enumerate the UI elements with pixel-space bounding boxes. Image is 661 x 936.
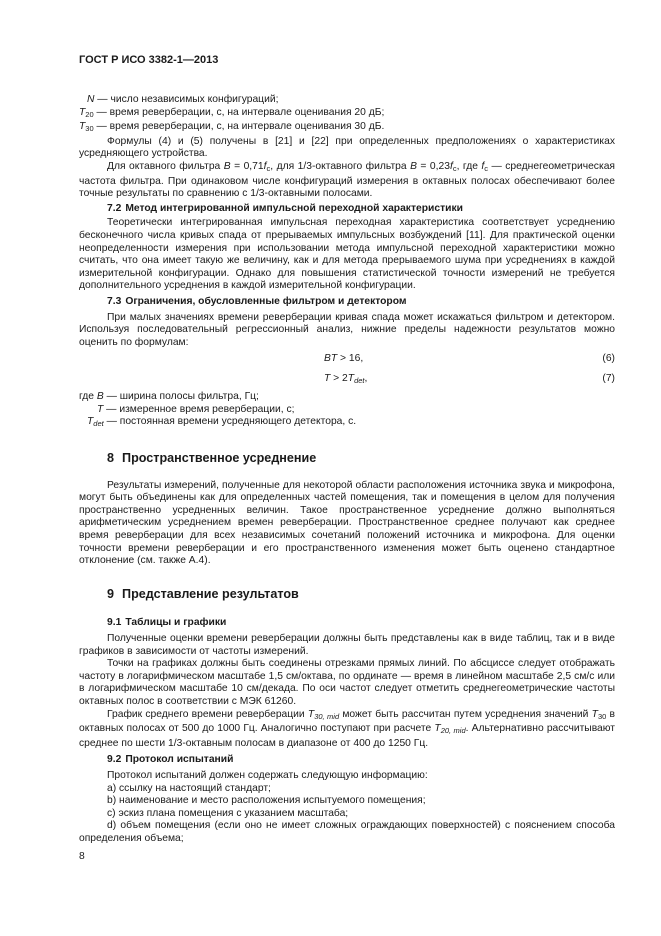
definition-text: — число независимых конфигураций; xyxy=(94,94,279,105)
definition-subscript: 20 xyxy=(85,109,94,119)
definition-term: N xyxy=(87,94,95,105)
section-heading-9-1: 9.1 Таблицы и графики xyxy=(107,617,227,629)
page-header: ГОСТ Р ИСО 3382-1—2013 xyxy=(79,54,219,66)
definition-item: T — измеренное время реверберации, с; xyxy=(97,403,295,415)
definitions-list xyxy=(79,94,615,136)
definition-item xyxy=(79,107,615,122)
formula-number: (6) xyxy=(602,353,615,365)
section-heading-7-3: 7.3 Ограничения, обусловленные фильтром и детектором xyxy=(107,295,407,307)
definition-text: — время реверберации, с, на интервале оценивания 20 дБ; xyxy=(93,106,385,118)
definition-term: T xyxy=(79,106,86,118)
section-heading-8: 8 Пространственное усреднение xyxy=(107,451,317,466)
section-7-2-text: Теоретически интегрированная импульсная переходная характеристика соответствует усреднению бесконечного числа кривых спада от прерываемых импульсных возбуждений [11]. Для практической оценки неопределенности измерения при использовании метода импульсной переходной характеристики можно считать, что она имеет такую же величину, как и для метода прерываемого шума при усреднениях в каждой измерительной конфигурации. Однако для повышения статистической точности измерений не требуется дополнительного усреднения в каждой измерительной конфигурации. xyxy=(79,217,615,292)
paragraph-formulas-note: Формулы (4) и (5) получены в [21] и [22] при определенных предположениях о характеристиках усредняющего устройства. xyxy=(79,135,615,160)
definition-item xyxy=(79,94,615,107)
section-8-text: Результаты измерений, полученные для некоторой области расположения источника звука и микрофона, могут быть объединены как для определенных частей помещения, так и помещения в целом для получения пространственно усредненных величин. Такое пространственное усреднение должно выполняться арифметическим усреднением времен реверберации. Пространственное среднее получают как среднее время реверберации для всех независимых сочетаний положений источника и микрофона. Для оценки точности времени реверберации и его пространственного изменения может быть оценено стандартное отклонение (см. также А.4). xyxy=(79,479,615,567)
section-9-2-intro: Протокол испытаний должен содержать следующую информацию: xyxy=(107,769,428,781)
formula-number: (7) xyxy=(602,373,615,385)
paragraph-filter-bandwidth: Для октавного фильтра $B = 0,71f_c$, для 1/3-октавного фильтра $B = 0,23f_c$, где $f_c$ — среднегеометрическая частота фильтра. При одинаковом числе конфигураций измерения в октавных полосах обеспечивают более точные результаты по сравнению с 1/3-октавными полосами. xyxy=(79,160,615,200)
test-report-list xyxy=(79,783,615,846)
section-9-1-text-1: Полученные оценки времени реверберации должны быть представлены как в виде таблиц, так и в виде графиков в зависимости от частоты измерений. xyxy=(79,633,615,657)
section-heading-9: 9 Представление результатов xyxy=(107,586,299,601)
definitions-list xyxy=(79,391,615,431)
section-7-3-text: При малых значениях времени реверберации кривая спада может искажаться фильтром и детектором. Используя последовательный регрессионный анализ, нижние пределы надежности результатов можно оценить по формулам: xyxy=(79,311,615,348)
section-heading-7-2: 7.2 Метод интегрированной импульсной переходной характеристики xyxy=(107,202,463,214)
section-9-1-text-2: Точки на графиках должны быть соединены отрезками прямых линий. По абсциссе следует отображать частоту в логарифмическом масштабе 1,5 см/октава, по ординате — время в линейном масштабе 2,5 см/с или в логарифмическом масштабе 10 см/декада. По оси частот следует отметить среднегеометрические частоты октавных полос в соответствии с МЭК 61260. xyxy=(79,658,615,707)
definition-item xyxy=(79,121,615,136)
page-content xyxy=(79,94,615,846)
list-item: b) наименование и место расположения испытуемого помещения; xyxy=(107,795,426,807)
section-9-1-text-3: График среднего времени реверберации T30, mid может быть рассчитан путем усреднения значений $T_{30}$ в октавных полосах от 500 до 1000 Гц. Аналогично поступают при расчете T20, mid. Альтернативно рассчитывают среднее по шести 1/3-октавным полосам в диапазоне от 400 до 1250 Гц. xyxy=(79,708,615,749)
formula-7: T > 2Tdet, (7) xyxy=(324,373,615,386)
list-item: c) эскиз плана помещения с указанием масштаба; xyxy=(107,807,349,819)
definition-term: T xyxy=(79,121,86,133)
definition-subscript: 30 xyxy=(85,124,94,134)
formula-6: BT > 16, (6) xyxy=(324,353,615,365)
list-item: d) объем помещения (если оно не имеет сложных ограждающих поверхностей) с пояснением способа определения объема; xyxy=(79,820,615,844)
definition-item: Tdet — постоянная времени усредняющего детектора, с. xyxy=(87,416,357,429)
definition-text: — время реверберации, с, на интервале оценивания 30 дБ. xyxy=(93,121,385,133)
definition-item: где B — ширина полосы фильтра, Гц; xyxy=(79,391,259,403)
list-item: a) ссылку на настоящий стандарт; xyxy=(107,782,271,794)
page-number: 8 xyxy=(79,851,85,862)
section-heading-9-2: 9.2 Протокол испытаний xyxy=(107,754,234,766)
